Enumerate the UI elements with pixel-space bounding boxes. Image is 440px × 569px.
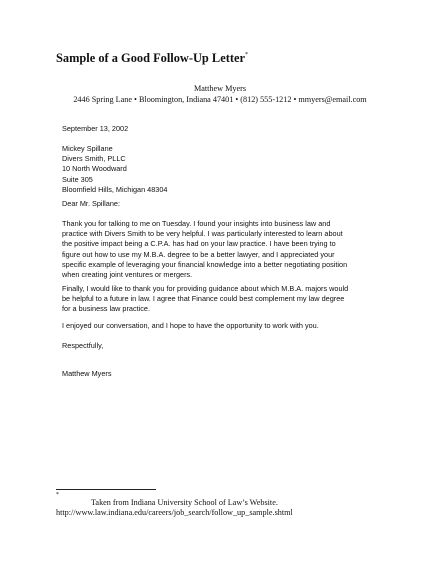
page-title	[56, 51, 248, 66]
title-footnote-marker: *	[244, 52, 248, 58]
footnote-divider	[56, 489, 156, 490]
paragraph-line: I enjoyed our conversation, and I hope to have the opportunity to work with you.	[62, 321, 319, 330]
paragraph-line: when creating joint ventures or mergers.	[62, 270, 193, 280]
paragraph-line: specific example of leveraging your financial knowledge into a better negotiating position	[62, 259, 348, 269]
body-paragraph-1	[62, 219, 347, 280]
body-paragraph-2	[62, 284, 348, 315]
paragraph-line: figure out how to use my M.B.A. degree to be a better lawyer, and I appreciated your	[62, 249, 335, 259]
signature-name: Matthew Myers	[62, 369, 112, 378]
paragraph-line: be helpful to a future in law. I agree that Finance could best complement my law degree	[62, 294, 345, 304]
sender-name: Matthew Myers	[193, 84, 247, 93]
recipient-line: Bloomfield Hills, Michigan 48304	[62, 184, 168, 194]
letter-date: September 13, 2002	[62, 124, 129, 133]
salutation: Dear Mr. Spillane:	[62, 199, 120, 208]
body-paragraph-3	[62, 321, 319, 331]
recipient-address	[62, 144, 167, 195]
closing: Respectfully,	[62, 341, 104, 350]
recipient-line: Suite 305	[62, 174, 93, 184]
paragraph-line: for a business law practice.	[62, 304, 151, 314]
paragraph-line: Finally, I would like to thank you for providing guidance about which M.B.A. majors would	[62, 284, 349, 293]
footnote-marker: *	[56, 492, 59, 498]
recipient-line: 10 North Woodward	[62, 164, 127, 174]
recipient-line: Divers Smith, PLLC	[62, 154, 126, 164]
title-text: Sample of a Good Follow-Up Letter	[56, 51, 245, 65]
footnote-url: http://www.law.indiana.edu/careers/job_search/follow_up_sample.shtml	[56, 508, 293, 517]
footnote-source-text: Taken from Indiana University School of Law’s Website.	[91, 498, 278, 507]
paragraph-line: the positive impact being a C.P.A. has had on your law practice. I have been trying to	[62, 239, 336, 249]
sender-address: 2446 Spring Lane • Bloomington, Indiana 47401 • (812) 555-1212 • mmyers@email.com	[73, 95, 367, 104]
paragraph-line: practice with Divers Smith to be very helpful. I was particularly interested to learn about	[62, 229, 343, 239]
paragraph-line: Thank you for talking to me on Tuesday. I found your insights into business law and	[62, 219, 331, 228]
recipient-line: Mickey Spillane	[62, 144, 113, 153]
